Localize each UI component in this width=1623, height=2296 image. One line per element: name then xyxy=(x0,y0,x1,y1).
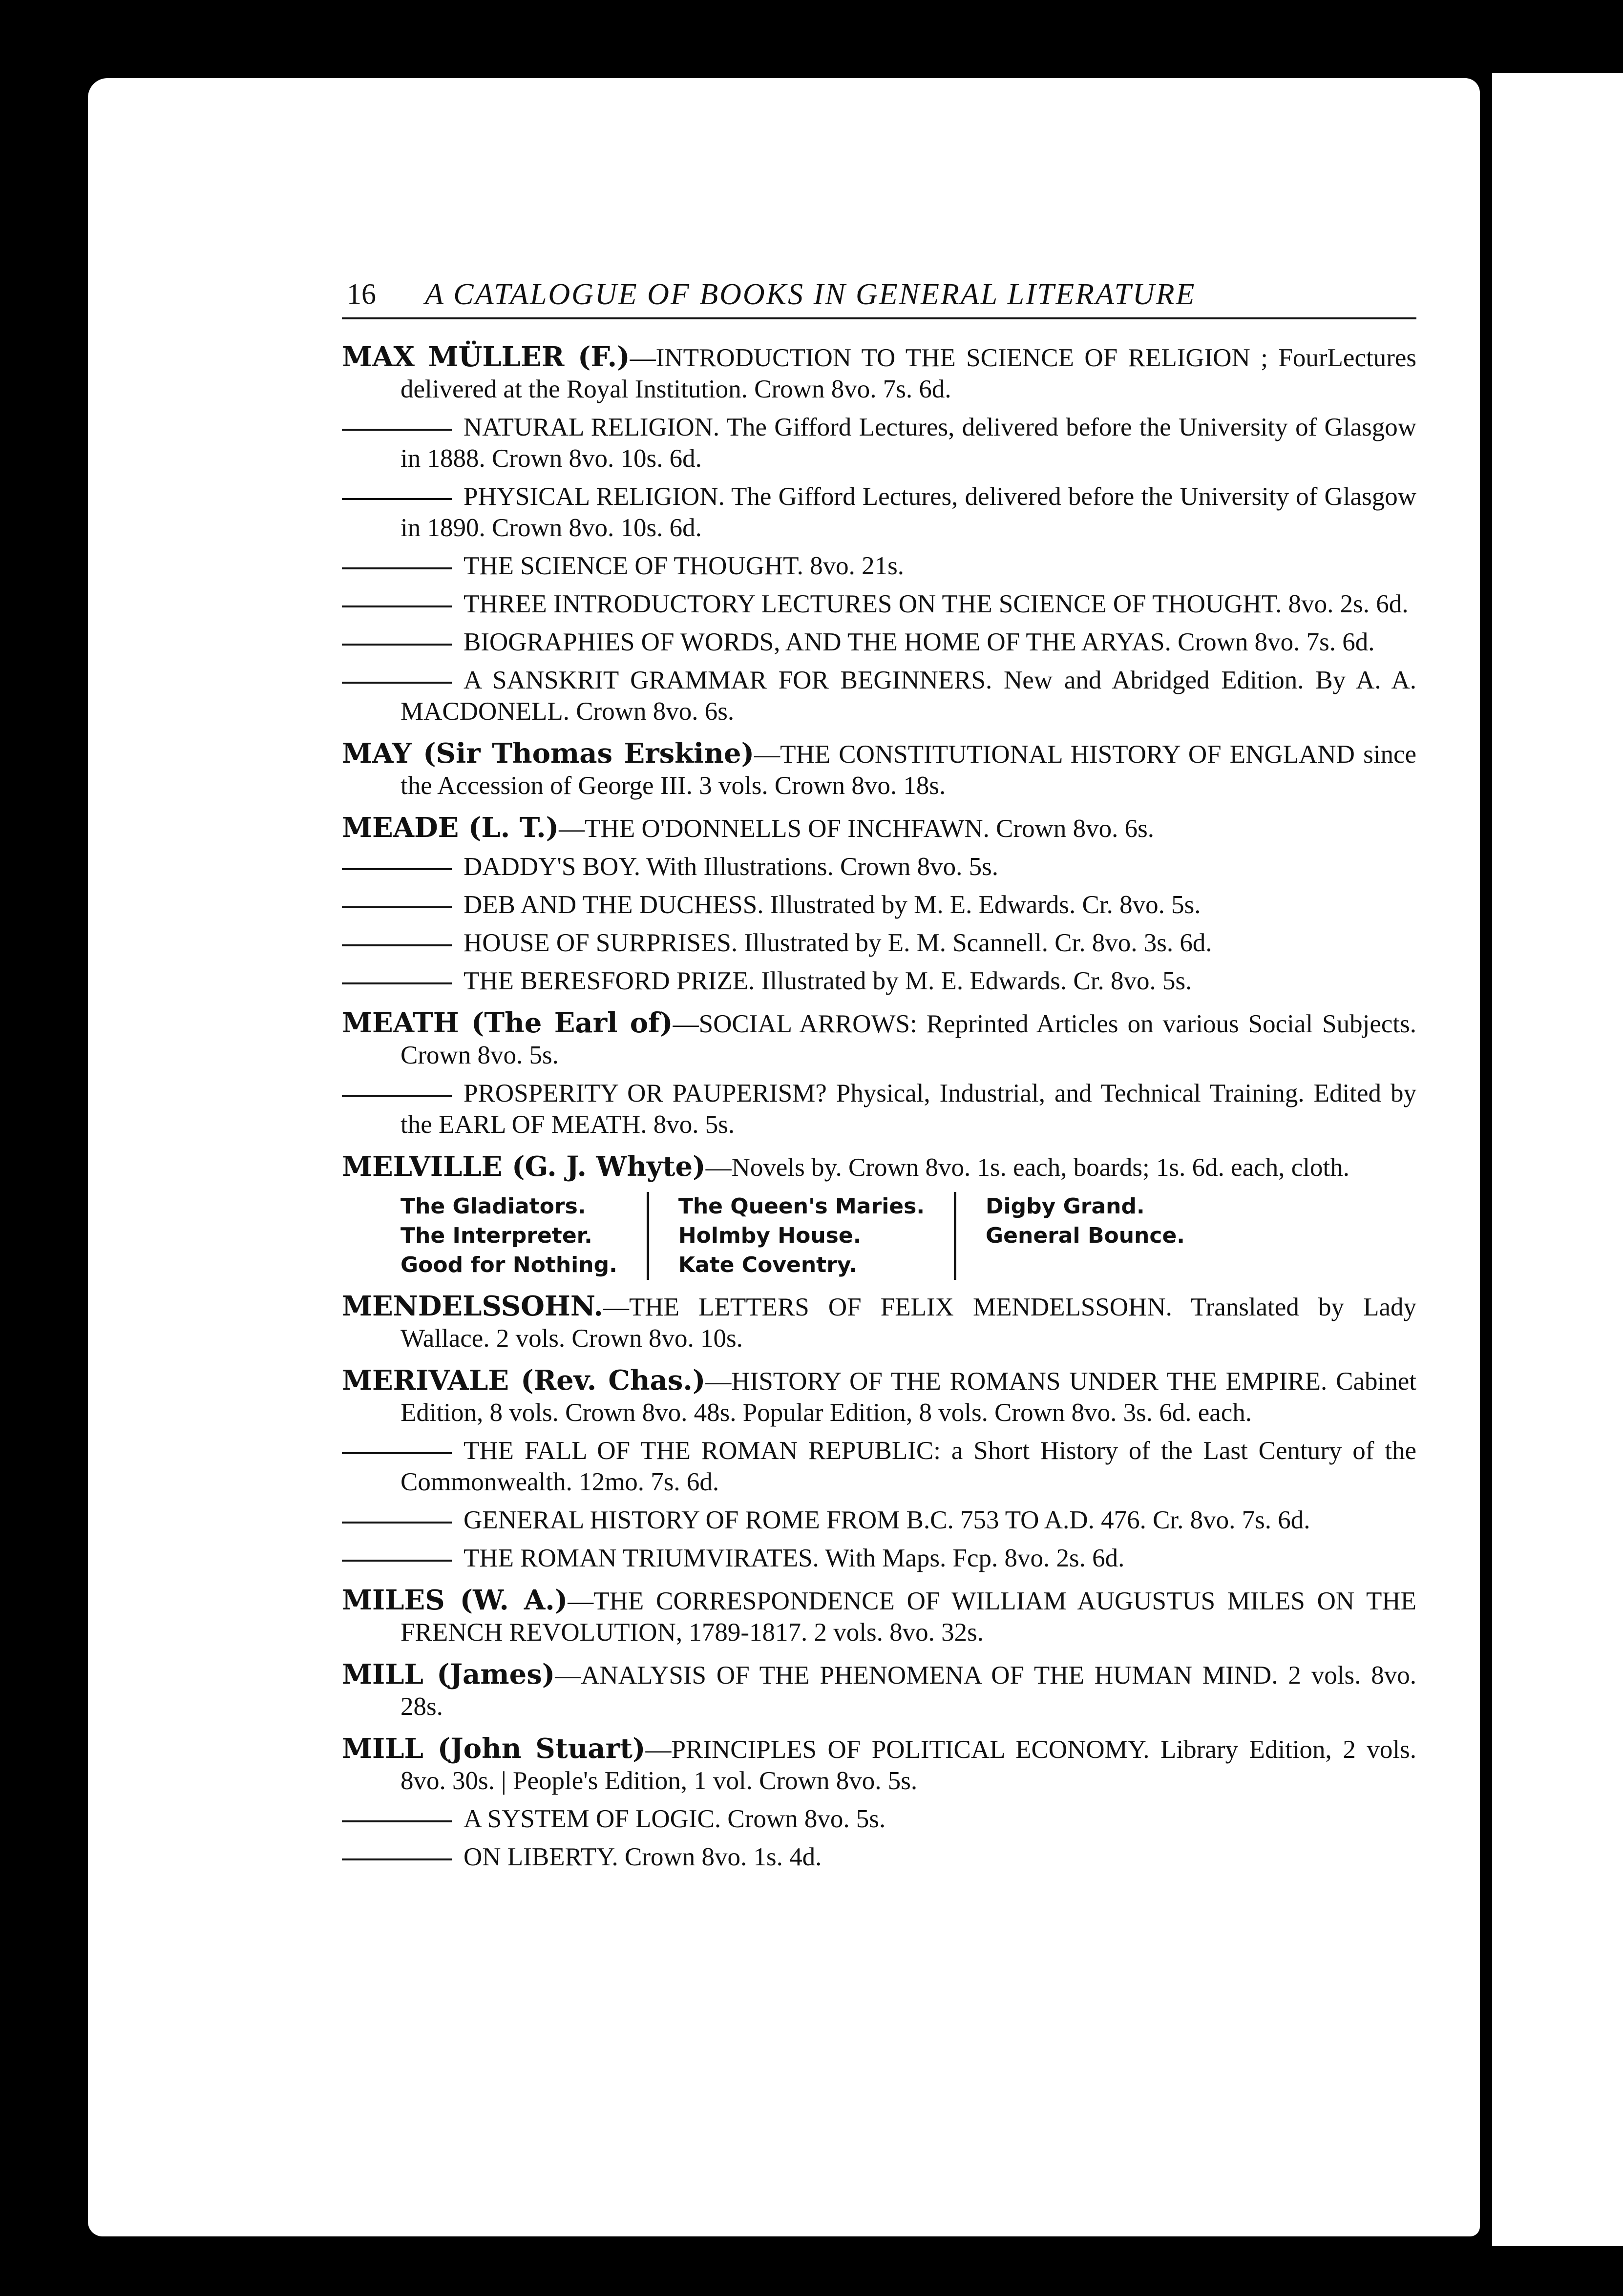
running-header xyxy=(342,273,1416,319)
entry-author: MILL (James) xyxy=(342,1658,555,1691)
catalogue-entry xyxy=(342,1585,1416,1648)
ditto-rule xyxy=(342,1095,452,1097)
entry-text: —HISTORY OF THE ROMANS UNDER THE EMPIRE. Cabinet Edition, 8 vols. Crown 8vo. 48s. Popular Edition, 8 vols. Crown 8vo. 3s. 6d. each. xyxy=(400,1367,1416,1427)
ditto-rule xyxy=(342,682,452,684)
adjacent-page-edge xyxy=(1492,73,1623,2246)
novel-title: The Queen's Maries. xyxy=(678,1194,925,1219)
novel-title: Good for Nothing. xyxy=(400,1252,617,1277)
novels-column-1 xyxy=(400,1192,647,1280)
entries-part-1 xyxy=(342,341,1416,1183)
ditto-rule xyxy=(342,644,452,646)
page-content xyxy=(342,273,1416,1879)
catalogue-subentry xyxy=(342,481,1416,543)
ditto-rule xyxy=(342,1560,452,1562)
entry-text: THE BERESFORD PRIZE. Illustrated by M. E. Edwards. Cr. 8vo. 5s. xyxy=(464,967,1192,995)
catalogue-subentry xyxy=(342,626,1416,658)
catalogue-subentry xyxy=(342,588,1416,620)
catalogue-subentry xyxy=(342,412,1416,474)
novels-column-3 xyxy=(954,1192,1214,1280)
entry-author: MEATH (The Earl of) xyxy=(342,1007,673,1039)
entry-author: MILL (John Stuart) xyxy=(342,1732,646,1765)
catalogue-entry xyxy=(342,1659,1416,1722)
entry-author: MELVILLE (G. J. Whyte) xyxy=(342,1150,706,1183)
entry-author: MEADE (L. T.) xyxy=(342,812,559,844)
catalogue-subentry xyxy=(342,851,1416,882)
entry-text: —THE CORRESPONDENCE OF WILLIAM AUGUSTUS MILES ON THE FRENCH REVOLUTION, 1789-1817. 2 vols. 8vo. 32s. xyxy=(400,1587,1416,1647)
ditto-rule xyxy=(342,429,452,431)
novel-title: The Interpreter. xyxy=(400,1223,592,1248)
ditto-rule xyxy=(342,498,452,500)
novel-title: Holmby House. xyxy=(678,1223,862,1248)
entries-part-2 xyxy=(342,1291,1416,1873)
catalogue-entry xyxy=(342,812,1416,844)
catalogue-subentry xyxy=(342,1803,1416,1835)
ditto-rule xyxy=(342,1452,452,1454)
catalogue-entry xyxy=(342,341,1416,405)
catalogue-subentry xyxy=(342,665,1416,727)
ditto-rule xyxy=(342,1820,452,1822)
entry-text: HOUSE OF SURPRISES. Illustrated by E. M. Scannell. Cr. 8vo. 3s. 6d. xyxy=(464,929,1212,957)
entry-text: THREE INTRODUCTORY LECTURES ON THE SCIENCE OF THOUGHT. 8vo. 2s. 6d. xyxy=(464,590,1409,618)
ditto-rule xyxy=(342,605,452,607)
entry-text: A SANSKRIT GRAMMAR FOR BEGINNERS. New and Abridged Edition. By A. A. MACDONELL. Crown 8vo. 6s. xyxy=(400,666,1416,726)
catalogue-entry xyxy=(342,738,1416,801)
melville-novels-table xyxy=(400,1192,1416,1280)
novel-title: Digby Grand. xyxy=(986,1194,1145,1219)
page-number: 16 xyxy=(347,278,376,310)
novel-title: The Gladiators. xyxy=(400,1194,586,1219)
entry-author: MERIVALE (Rev. Chas.) xyxy=(342,1364,706,1397)
catalogue-entry xyxy=(342,1291,1416,1354)
entry-text: —SOCIAL ARROWS: Reprinted Articles on various Social Subjects. Crown 8vo. 5s. xyxy=(400,1010,1416,1069)
entry-text: —THE O'DONNELLS OF INCHFAWN. Crown 8vo. 6s. xyxy=(559,814,1155,843)
entry-author: MENDELSSOHN. xyxy=(342,1290,603,1322)
catalogue-subentry xyxy=(342,927,1416,959)
ditto-rule xyxy=(342,1522,452,1524)
catalogue-subentry xyxy=(342,965,1416,997)
catalogue-subentry xyxy=(342,1435,1416,1498)
ditto-rule xyxy=(342,1858,452,1860)
entry-text: THE SCIENCE OF THOUGHT. 8vo. 21s. xyxy=(464,552,904,580)
entry-author: MAX MÜLLER (F.) xyxy=(342,341,630,373)
entry-text: GENERAL HISTORY OF ROME FROM B.C. 753 TO A.D. 476. Cr. 8vo. 7s. 6d. xyxy=(464,1506,1310,1534)
entry-text: PHYSICAL RELIGION. The Gifford Lectures, delivered before the University of Glasgow in 1890. Crown 8vo. 10s. 6d. xyxy=(400,482,1416,542)
ditto-rule xyxy=(342,567,452,569)
entry-text: —Novels by. Crown 8vo. 1s. each, boards; 1s. 6d. each, cloth. xyxy=(705,1153,1349,1182)
catalogue-subentry xyxy=(342,1841,1416,1873)
entry-text: —INTRODUCTION TO THE SCIENCE OF RELIGION ; FourLectures delivered at the Royal Institution. Crown 8vo. 7s. 6d. xyxy=(400,344,1416,403)
catalogue-subentry xyxy=(342,1078,1416,1140)
catalogue-entry xyxy=(342,1365,1416,1428)
novel-title: General Bounce. xyxy=(986,1223,1185,1248)
entry-text: ON LIBERTY. Crown 8vo. 1s. 4d. xyxy=(464,1843,822,1871)
novel-title: Kate Coventry. xyxy=(678,1252,858,1277)
entry-text: —PRINCIPLES OF POLITICAL ECONOMY. Library Edition, 2 vols. 8vo. 30s. | People's Edition, 1 vol. Crown 8vo. 5s. xyxy=(400,1735,1416,1795)
entry-text: —ANALYSIS OF THE PHENOMENA OF THE HUMAN MIND. 2 vols. 8vo. 28s. xyxy=(400,1661,1416,1721)
catalogue-subentry xyxy=(342,1504,1416,1536)
entry-text: DEB AND THE DUCHESS. Illustrated by M. E. Edwards. Cr. 8vo. 5s. xyxy=(464,891,1201,919)
entry-text: NATURAL RELIGION. The Gifford Lectures, delivered before the University of Glasgow in 1888. Crown 8vo. 10s. 6d. xyxy=(400,413,1416,473)
entry-text: THE FALL OF THE ROMAN REPUBLIC: a Short History of the Last Century of the Commonwealth. 12mo. 7s. 6d. xyxy=(400,1437,1416,1496)
entry-author: MAY (Sir Thomas Erskine) xyxy=(342,737,755,770)
running-title: A CATALOGUE OF BOOKS IN GENERAL LITERATURE xyxy=(425,278,1196,311)
entry-text: THE ROMAN TRIUMVIRATES. With Maps. Fcp. 8vo. 2s. 6d. xyxy=(464,1544,1125,1572)
ditto-rule xyxy=(342,906,452,908)
ditto-rule xyxy=(342,982,452,984)
novels-column-2 xyxy=(647,1192,954,1280)
entry-text: —THE CONSTITUTIONAL HISTORY OF ENGLAND since the Accession of George III. 3 vols. Crown 8vo. 18s. xyxy=(400,740,1416,800)
catalogue-subentry xyxy=(342,550,1416,582)
entry-text: —THE LETTERS OF FELIX MENDELSSOHN. Translated by Lady Wallace. 2 vols. Crown 8vo. 10s. xyxy=(400,1293,1416,1353)
ditto-rule xyxy=(342,944,452,946)
catalogue-entry xyxy=(342,1733,1416,1796)
catalogue-subentry xyxy=(342,1543,1416,1574)
entry-author: MILES (W. A.) xyxy=(342,1584,568,1616)
catalogue-entry xyxy=(342,1151,1416,1183)
catalogue-subentry xyxy=(342,889,1416,920)
entry-text: A SYSTEM OF LOGIC. Crown 8vo. 5s. xyxy=(464,1805,886,1833)
catalogue-entry xyxy=(342,1007,1416,1071)
ditto-rule xyxy=(342,868,452,870)
entry-text: PROSPERITY OR PAUPERISM? Physical, Industrial, and Technical Training. Edited by the EARL OF MEATH. 8vo. 5s. xyxy=(400,1079,1416,1139)
entry-text: BIOGRAPHIES OF WORDS, AND THE HOME OF THE ARYAS. Crown 8vo. 7s. 6d. xyxy=(464,628,1375,656)
entry-text: DADDY'S BOY. With Illustrations. Crown 8vo. 5s. xyxy=(464,853,998,881)
